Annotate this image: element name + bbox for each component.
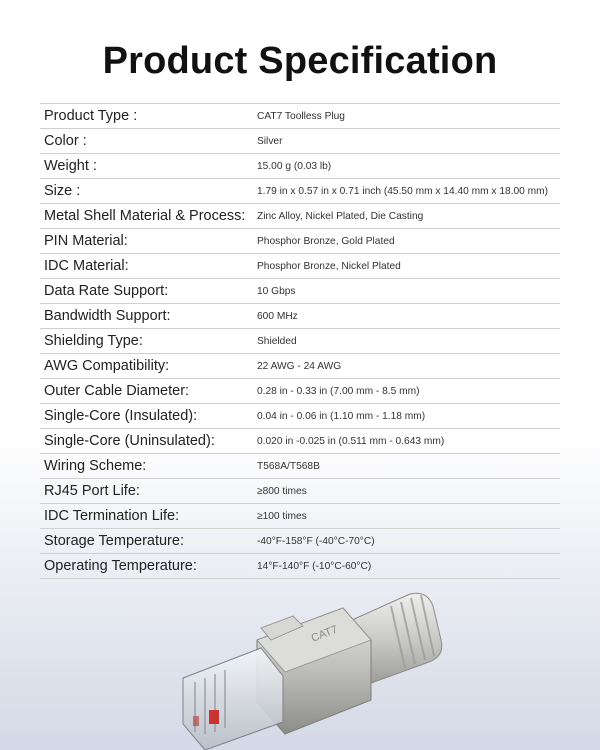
spec-value: 10 Gbps (257, 285, 296, 297)
spec-row-single-core-uninsulated (40, 429, 560, 454)
spec-value: -40°F-158°F (-40°C-70°C) (257, 535, 375, 547)
spec-label: Product Type : (44, 108, 138, 124)
spec-row-metal-shell (40, 204, 560, 229)
spec-label: Color : (44, 133, 87, 149)
page-title: Product Specification (102, 40, 498, 82)
plug-body (183, 593, 442, 750)
spec-row-product-type (40, 104, 560, 129)
spec-label: PIN Material: (44, 233, 128, 249)
rj45-plug-image (165, 582, 455, 750)
spec-value: 0.020 in -0.025 in (0.511 mm - 0.643 mm) (257, 435, 445, 447)
spec-row-pin-material (40, 229, 560, 254)
spec-label: Single-Core (Insulated): (44, 408, 198, 424)
spec-row-idc-material (40, 254, 560, 279)
spec-row-weight (40, 154, 560, 179)
spec-value: Zinc Alloy, Nickel Plated, Die Casting (257, 210, 424, 222)
spec-label: Weight : (44, 158, 97, 174)
spec-row-color (40, 129, 560, 154)
spec-value: 22 AWG - 24 AWG (257, 360, 342, 372)
spec-row-port-life (40, 479, 560, 504)
cat7-marking: CAT7 (309, 623, 340, 645)
spec-value: 0.28 in - 0.33 in (7.00 mm - 8.5 mm) (257, 385, 420, 397)
spec-label: IDC Termination Life: (44, 508, 180, 524)
spec-row-wiring-scheme (40, 454, 560, 479)
spec-label: AWG Compatibility: (44, 358, 170, 374)
spec-value: T568A/T568B (257, 460, 320, 472)
spec-value: 0.04 in - 0.06 in (1.10 mm - 1.18 mm) (257, 410, 426, 422)
spec-label: Metal Shell Material & Process: (44, 208, 246, 224)
spec-label: IDC Material: (44, 258, 129, 274)
spec-row-outer-diameter (40, 379, 560, 404)
spec-value: CAT7 Toolless Plug (257, 110, 345, 122)
spec-row-single-core-insulated (40, 404, 560, 429)
spec-label: Operating Temperature: (44, 558, 197, 574)
spec-value: ≥100 times (257, 510, 307, 522)
spec-label: Data Rate Support: (44, 283, 169, 299)
spec-label: Single-Core (Uninsulated): (44, 433, 215, 449)
spec-row-idc-life (40, 504, 560, 529)
spec-label: Storage Temperature: (44, 533, 184, 549)
spec-value: ≥800 times (257, 485, 307, 497)
spec-value: 600 MHz (257, 310, 298, 322)
spec-value: 15.00 g (0.03 lb) (257, 160, 332, 172)
spec-row-shielding (40, 329, 560, 354)
spec-value: Phosphor Bronze, Nickel Plated (257, 260, 401, 272)
spec-value: Silver (257, 135, 283, 147)
spec-value: Shielded (257, 335, 297, 347)
spec-value: 1.79 in x 0.57 in x 0.71 inch (45.50 mm x 14.40 mm x 18.00 mm) (257, 185, 549, 197)
spec-value: 14°F-140°F (-10°C-60°C) (257, 560, 372, 572)
spec-row-size (40, 179, 560, 204)
spec-row-bandwidth (40, 304, 560, 329)
spec-label: Outer Cable Diameter: (44, 383, 190, 399)
spec-row-awg (40, 354, 560, 379)
spec-label: Wiring Scheme: (44, 458, 147, 474)
spec-value: Phosphor Bronze, Gold Plated (257, 235, 395, 247)
spec-label: Size : (44, 183, 81, 199)
spec-row-data-rate (40, 279, 560, 304)
spec-row-storage-temp (40, 529, 560, 554)
red-contact-marker (209, 710, 219, 724)
spec-label: Bandwidth Support: (44, 308, 171, 324)
spec-row-operating-temp (40, 554, 560, 579)
spec-label: RJ45 Port Life: (44, 483, 140, 499)
spec-label: Shielding Type: (44, 333, 143, 349)
spec-table (40, 103, 560, 579)
